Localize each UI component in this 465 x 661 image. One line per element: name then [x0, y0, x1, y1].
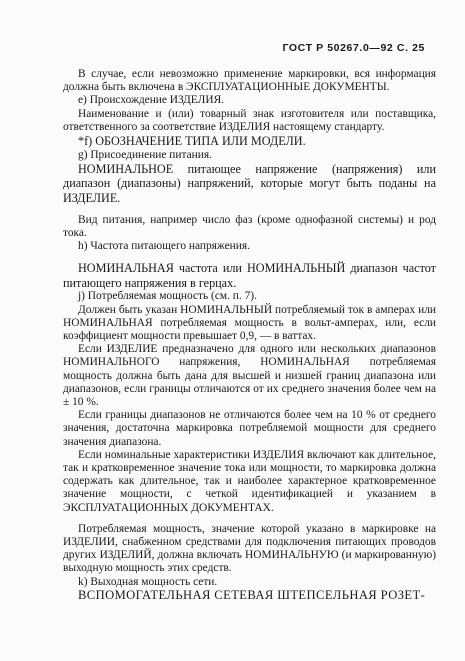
item-g-power-connection: g) Присоединение питания. [78, 148, 212, 161]
paragraph-rated-voltage: НОМИНАЛЬНОЕ питающее напряжение (напряжения) или диапазон (диапазоны) напряжений, которые могут быть поданы на ИЗДЕЛИЕ. [63, 161, 436, 205]
page-header: ГОСТ Р 50267.0—92 С. 25 [282, 42, 425, 54]
paragraph-output-outlets: Потребляемая мощность, значение которой указано в маркировке на ИЗДЕЛИИ, снабженном средствами для подключения питающих проводов других ИЗДЕЛИЙ, должна включать НОМИНАЛЬНУЮ (и маркированную) выходную мощность этих средств. [63, 522, 436, 575]
item-j-power-consumption: j) Потребляемая мощность (см. п. 7). [78, 290, 257, 303]
item-f-type-designation: *f) ОБОЗНАЧЕНИЕ ТИПА ИЛИ МОДЕЛИ. [78, 134, 306, 149]
paragraph-auxiliary-socket: ВСПОМОГАТЕЛЬНАЯ СЕТЕВАЯ ШТЕПСЕЛЬНАЯ РОЗЕТ- [78, 587, 426, 602]
item-k-mains-output: k) Выходная мощность сети. [78, 575, 218, 588]
paragraph-supply-type: Вид питания, например число фаз (кроме однофазной системы) и род тока. [63, 213, 436, 239]
item-e-origin: e) Происхождение ИЗДЕЛИЯ. [78, 94, 225, 107]
paragraph-rated-frequency: НОМИНАЛЬНАЯ частота или НОМИНАЛЬНЫЙ диапазон частот питающего напряжения в герцах. [63, 261, 436, 290]
paragraph-range-limits: Если границы диапазонов не отличаются более чем на 10 % от среднего значения, достаточна маркировка потребляемой мощности для среднего значения диапазона. [63, 409, 436, 448]
paragraph-rated-current: Должен быть указан НОМИНАЛЬНЫЙ потребляемый ток в амперах или НОМИНАЛЬНАЯ потребляемая мощность в вольт-амперах, или, если коэффициент мощности превышает 0,9, — в ваттах. [63, 303, 436, 342]
paragraph-manufacturer-name: Наименование и (или) товарный знак изготовителя или поставщика, ответственного за соответствие ИЗДЕЛИЯ настоящему стандарту. [63, 107, 436, 133]
body-text [63, 68, 436, 602]
item-h-supply-frequency: h) Частота питающего напряжения. [78, 240, 250, 252]
paragraph-marking-impossible: В случае, если невозможно применение маркировки, вся информация должна быть включена в ЭКСПЛУАТАЦИОННЫЕ ДОКУМЕНТЫ. [63, 68, 436, 94]
paragraph-voltage-ranges: Если ИЗДЕЛИЕ предназначено для одного или нескольких диапазонов НОМИНАЛЬНОГО напряжения, НОМИНАЛЬНАЯ потребляемая мощность должна быть дана для высшей и низшей границ диапазона или диапазонов, если границы отличаются от их среднего значения более чем на ± 10 %. [63, 343, 436, 409]
paragraph-continuous-short-term: Если номинальные характеристики ИЗДЕЛИЯ включают как длительное, так и кратковременное значение тока или мощности, то маркировка должна содержать как длительное, так и наиболее характерное кратковременное значение мощности, с четкой идентификацией и указанием в ЭКСПЛУАТАЦИОННЫХ ДОКУМЕНТАХ. [63, 448, 436, 514]
